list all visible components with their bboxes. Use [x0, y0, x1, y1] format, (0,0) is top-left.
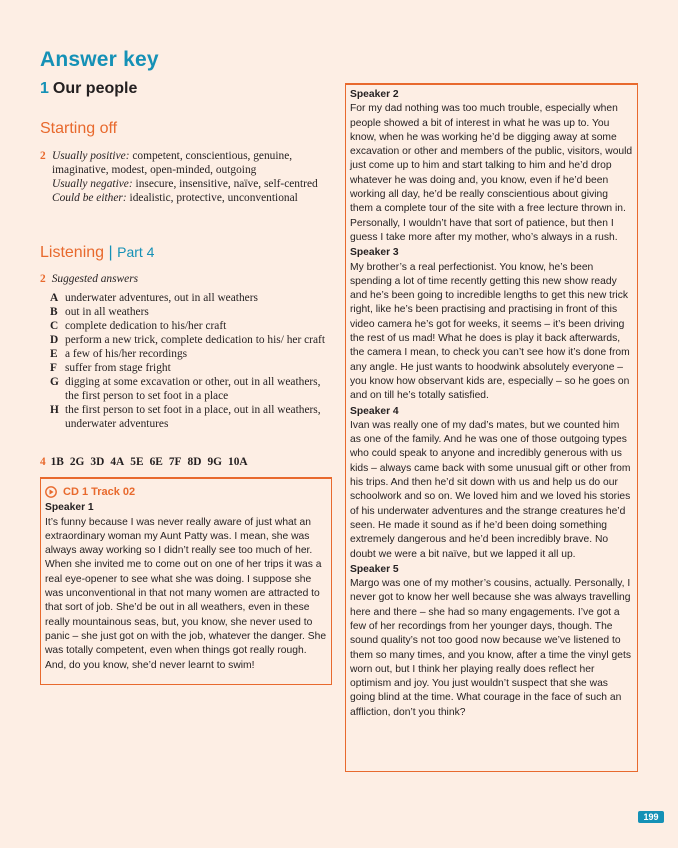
- answers-list: [51, 456, 254, 468]
- speaker-label: Speaker 1: [45, 502, 94, 514]
- suggested-answer-text: complete dedication to his/her craft: [65, 320, 227, 332]
- speaker-text: My brother’s a real perfectionist. You know, he’s been spending a lot of time recently getting this new show ready and he’s been going to incredible lengths to get this new trick right, like he’s been practising and practising in front of this video camera he’s got for weeks, it seems – it’s been driving the rest of us mad! What he does is play it back afterwards, the camera I mean, to check you can’t see how it’s done from any angle. He just wants to hoodwink absolutely everyone – you know how observant kids are, especially – so he goes on and on till he’s totally satisfied.: [350, 261, 630, 402]
- speaker-text: It’s funny because I was never really aware of just what an extraordinary woman my Aunt Patty was. I mean, she was always away working so I didn’t really see too much of her. When she invited me to come out on one of her trips it was a real eye-opener to see what she was doing. I suppose she was unconventional in that not many women are attracted to that sort of job. She’d be out in all weathers, even in these really mountainous seas, but, you know, she never used to panic – she just got on with the job, whatever the danger. She was totally competent, even when things got really rough. And, do you know, she’d never learnt to swim!: [45, 516, 327, 671]
- suggested-answer-text: the first person to set foot in a place, out in all weathers, underwater adventures: [65, 404, 321, 430]
- speaker-label: Speaker 4: [350, 405, 399, 417]
- listening-part: Part 4: [117, 244, 155, 260]
- speaker-text: Margo was one of my mother’s cousins, actually. Personally, I never got to know her well because she was always travelling here and there – she had so many engagements. I’ve got a few of her recordings from her younger days, though. The sound quality’s not too good now because we’ve listened to them so many times, and you know, after a time the vinyl gets worn out, but I think her playing really does reflect her optimism and joy. You just wouldn’t suspect that she was going blind at the time. What courage in the face of such an affliction, don’t you think?: [350, 578, 632, 718]
- track-label: CD 1 Track 02: [63, 486, 136, 498]
- suggested-answers-list: [40, 291, 325, 431]
- answer-item: 6E: [149, 456, 163, 468]
- listening-heading: [40, 244, 154, 262]
- suggested-answer-letter: H: [50, 404, 59, 416]
- answer-item: 7F: [168, 456, 182, 468]
- negative-label: Usually negative:: [52, 178, 133, 190]
- suggested-answer-text: out in all weathers: [65, 306, 149, 318]
- positive-label: Usually positive:: [52, 150, 130, 162]
- suggested-answer-letter: G: [50, 376, 59, 388]
- page-title: Answer key: [40, 48, 159, 71]
- answer-item: 3D: [90, 456, 105, 468]
- suggested-answer-text: suffer from stage fright: [65, 362, 171, 374]
- suggested-answer-item: [50, 347, 325, 361]
- suggested-answer-item: [50, 375, 325, 403]
- suggested-answer-text: a few of his/her recordings: [65, 348, 188, 360]
- negative-text: insecure, insensitive, naïve, self-centred: [135, 178, 318, 190]
- suggested-answer-letter: F: [50, 362, 57, 374]
- page-number: 199: [638, 811, 664, 823]
- transcript-box-right: [345, 83, 638, 772]
- suggested-answer-letter: A: [50, 292, 59, 304]
- suggested-answer-text: perform a new trick, complete dedication to his/ her craft: [65, 334, 325, 346]
- suggested-answer-item: [50, 361, 325, 375]
- positive-text: competent, conscientious, genuine, imaginative, modest, open-minded, outgoing: [52, 150, 293, 176]
- track-header: [45, 485, 327, 499]
- suggested-answer-item: [50, 333, 325, 347]
- answer-item: 2G: [69, 456, 85, 468]
- unit-title-text: Our people: [52, 80, 138, 97]
- suggested-answer-text: underwater adventures, out in all weathers: [65, 292, 258, 304]
- speaker-text: Ivan was really one of my dad’s mates, but we counted him as one of the family. And he was one of those outgoing types who could speak to anyone and incredibly generous with us kids – always came back with some unusual gift or other from his trips. And then he’d sit down with us and help us do our schoolwork and so on. We loved him and we loved his stories of his underwater adventures and the strange creatures he’d seen. He made it sound as if he’d been doing something extremely dangerous and he’d been incredibly brave. No doubt we were a bit naïve, but we lapped it all up.: [350, 419, 631, 560]
- speaker-text: For my dad nothing was too much trouble, especially when people showed a bit of interest in what he was up to. You know, when he was working he’d be digging away at some excavation or other and members of the public, visitors, would just come up to him and start talking to him and he’d drop whatever he was doing and, you know, even if he’d been working all day, he’d be really conscientious about giving them a complete tour of the site with a free lecture thrown in. Personally, I wouldn’t have that sort of patience, but then I guess I take more after my mother, who’s always in a rush.: [350, 103, 633, 243]
- positive-line: [52, 149, 330, 177]
- answer-item: 4A: [110, 456, 125, 468]
- answers-line: [40, 456, 254, 468]
- question-number: 2: [40, 150, 46, 162]
- answer-item: 10A: [228, 456, 248, 468]
- suggested-answer-item: [50, 305, 325, 319]
- answer-item: 8D: [187, 456, 202, 468]
- question-number: 4: [40, 456, 46, 468]
- question-number: 2: [40, 273, 46, 285]
- answer-item: 9G: [207, 456, 222, 468]
- suggested-answer-item: [50, 291, 325, 305]
- suggested-answer-letter: B: [50, 306, 58, 318]
- heading-separator: |: [108, 244, 113, 261]
- either-line: [52, 191, 330, 205]
- speaker-label: Speaker 2: [350, 89, 399, 100]
- play-icon: [45, 486, 57, 498]
- suggested-answer-letter: E: [50, 348, 58, 360]
- suggested-answer-letter: C: [50, 320, 59, 332]
- unit-title: [40, 80, 137, 98]
- negative-line: [52, 177, 330, 191]
- answer-item: 5E: [130, 456, 144, 468]
- suggested-answers-label-line: [40, 272, 330, 286]
- suggested-answer-item: [50, 319, 325, 333]
- speaker-label: Speaker 5: [350, 563, 399, 575]
- transcript-box-left: [40, 477, 332, 685]
- starting-off-heading: Starting off: [40, 120, 118, 137]
- suggested-answers: [40, 272, 330, 431]
- suggested-answers-label: Suggested answers: [51, 273, 139, 285]
- speaker-label: Speaker 3: [350, 247, 399, 259]
- suggested-answer-text: digging at some excavation or other, out in all weathers, the first person to set foot in a place: [65, 376, 321, 402]
- starting-off-answers: [40, 149, 330, 205]
- answer-item: 1B: [50, 456, 64, 468]
- suggested-answer-letter: D: [50, 334, 59, 346]
- either-text: idealistic, protective, unconventional: [129, 192, 298, 204]
- suggested-answer-item: [50, 403, 325, 431]
- either-label: Could be either:: [52, 192, 127, 204]
- listening-heading-text: Listening: [40, 244, 105, 261]
- unit-number: 1: [40, 80, 49, 97]
